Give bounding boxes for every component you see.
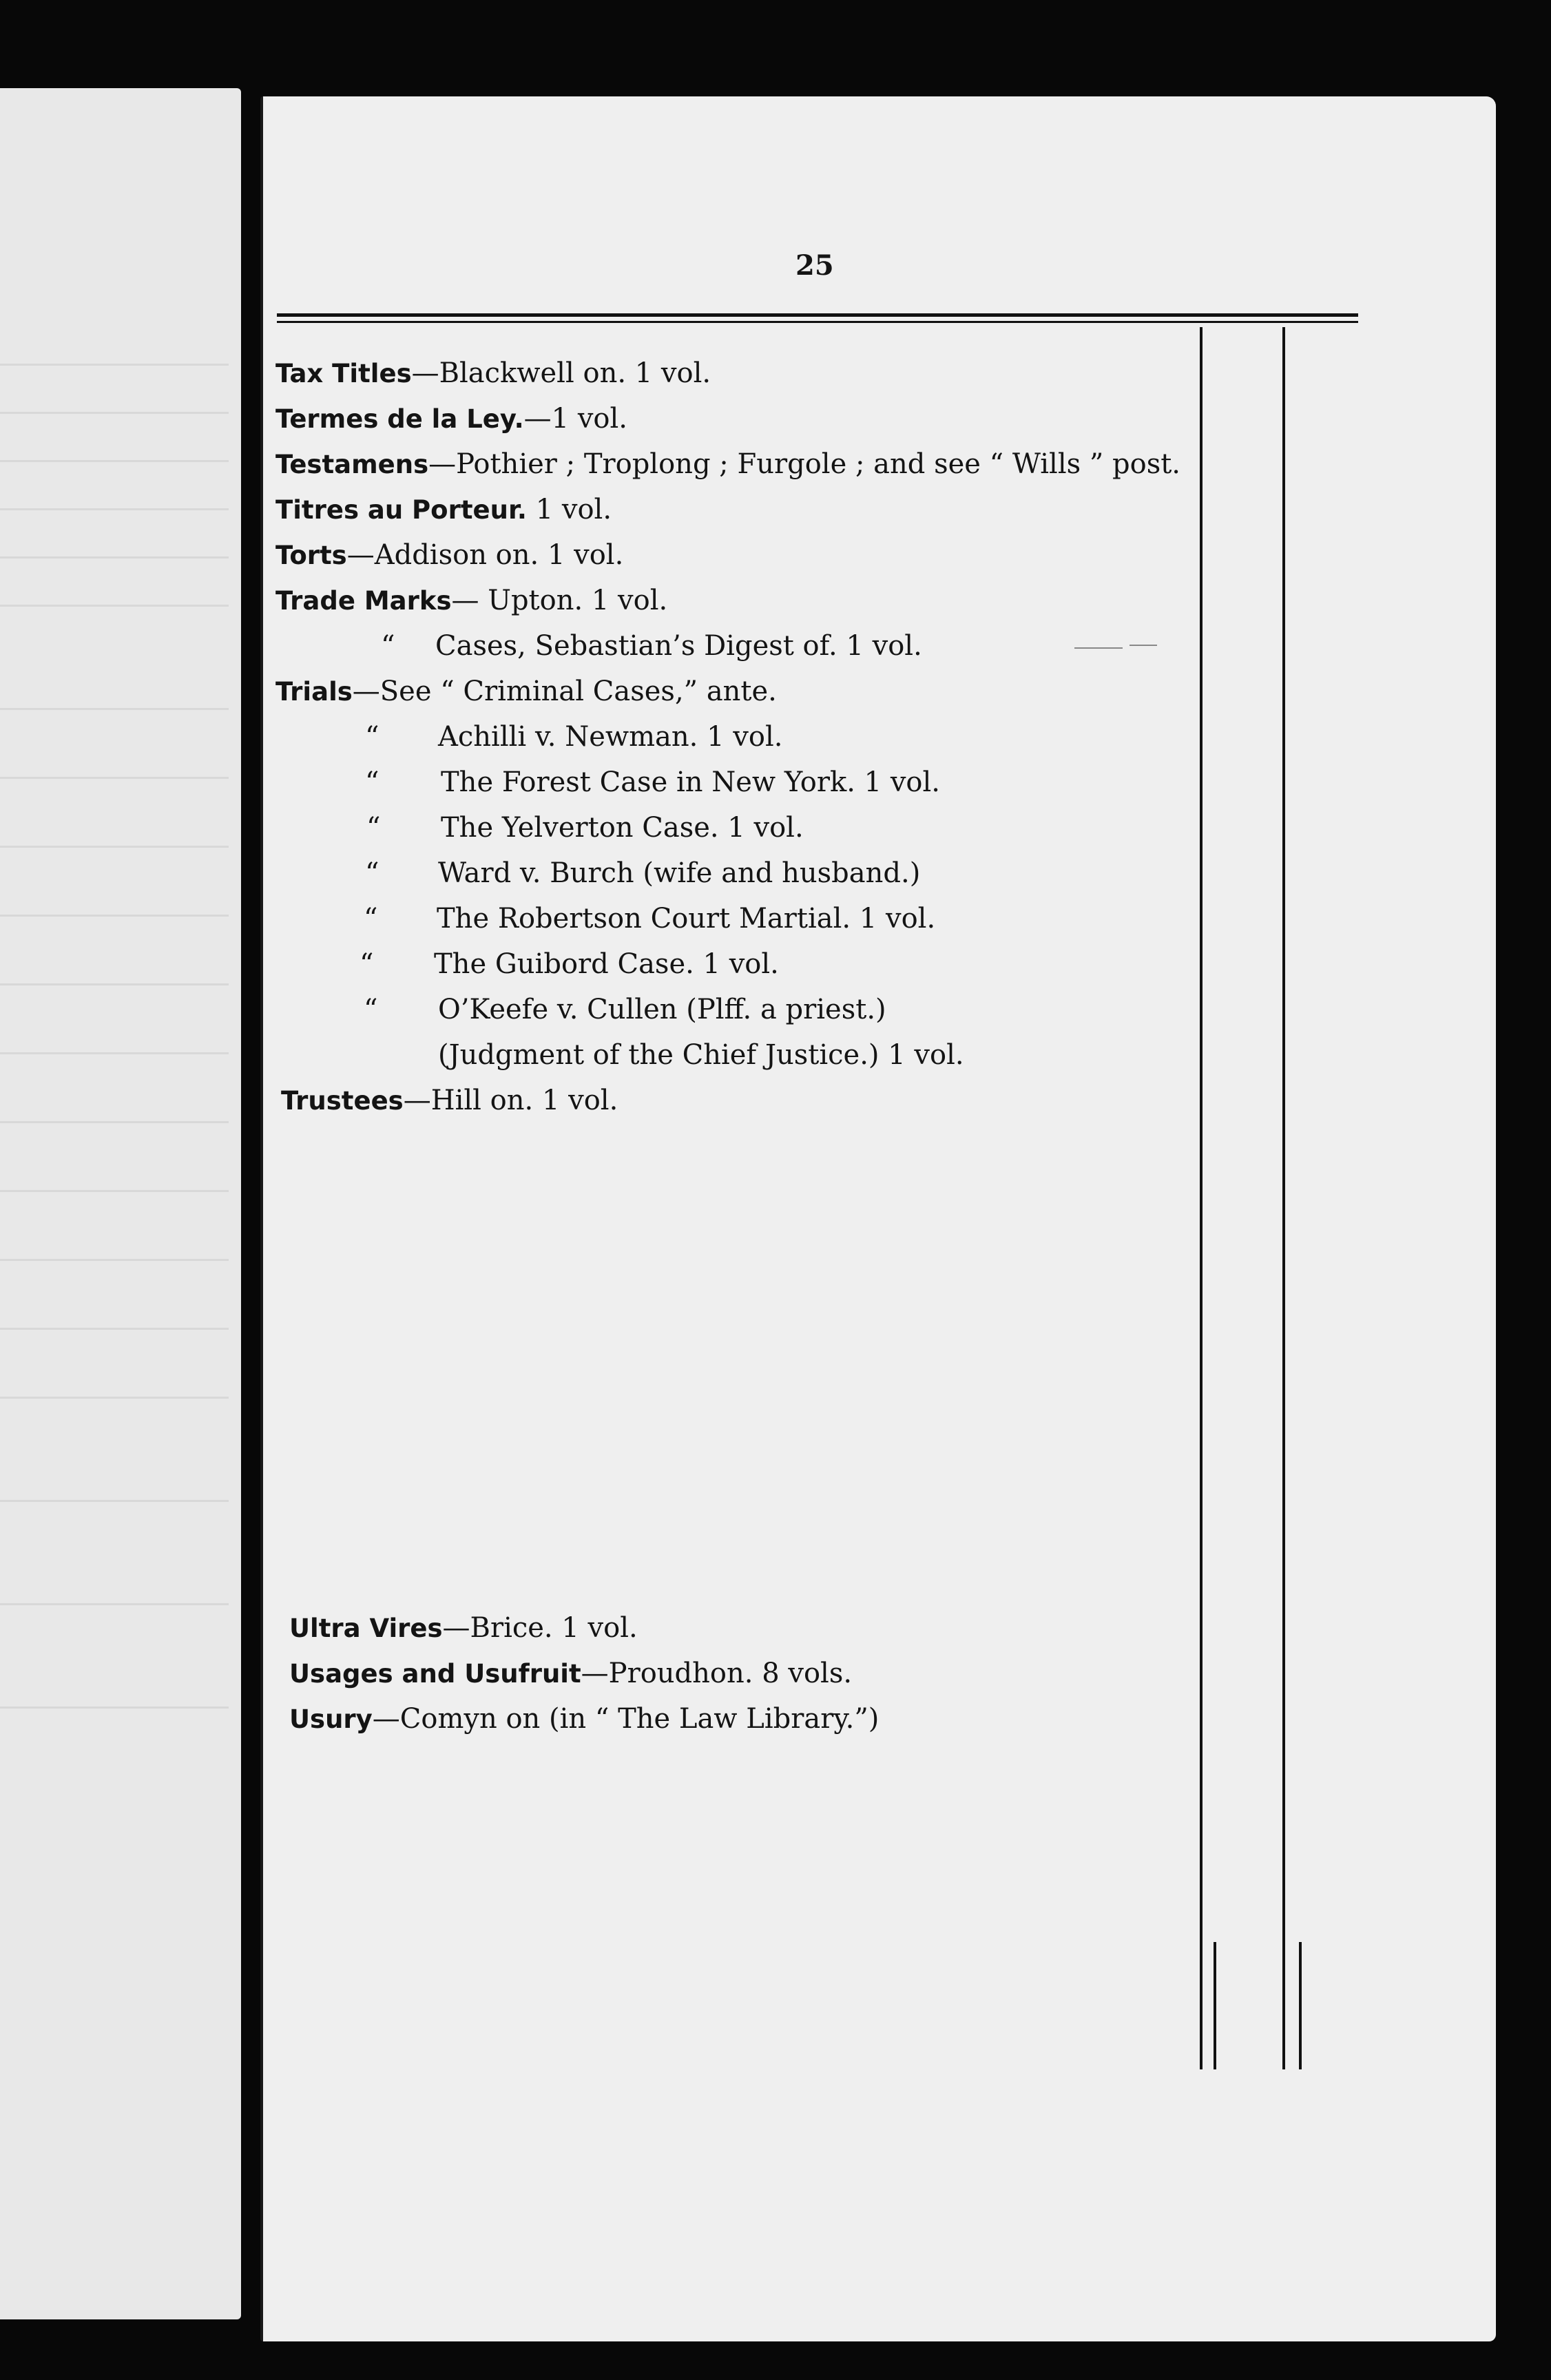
ditto-mark: “ [364,994,378,1025]
index-entry: Achilli v. Newman. 1 vol. [438,721,783,753]
ditto-mark: “ [365,857,379,889]
entry-heading: Testamens [275,450,429,479]
index-entry [281,1084,618,1118]
entry-text: —Blackwell on. 1 vol. [411,357,711,389]
index-entry: The Guibord Case. 1 vol. [434,948,779,980]
column-rule [1200,327,1203,2069]
column-rule [1282,327,1285,2069]
index-entry [275,493,612,527]
entry-heading: Tax Titles [275,359,412,388]
index-entry [275,584,667,618]
index-entry: The Yelverton Case. 1 vol. [441,812,804,844]
index-entry [275,539,623,572]
index-entry: Ward v. Burch (wife and husband.) [438,857,921,889]
entry-text: —Proudhon. 8 vols. [581,1658,853,1689]
entry-text: —See “ Criminal Cases,” ante. [352,676,777,707]
index-entry: O’Keefe v. Cullen (Plff. a priest.) [438,994,886,1025]
entry-heading: Usages and Usufruit [289,1659,581,1689]
header-rule-thin [277,321,1358,323]
ditto-mark: “ [381,630,395,662]
column-rule [1299,1942,1302,2069]
ditto-mark: “ [366,812,381,844]
entry-heading: Titres au Porteur. [275,495,527,525]
index-entry [275,448,1180,481]
entry-heading: Torts [275,541,347,570]
index-entry [275,402,627,436]
ditto-mark: “ [364,903,378,935]
entry-heading: Trustees [281,1086,404,1116]
entry-text: —Pothier ; Troplong ; Furgole ; and see “ Wills ” post. [428,448,1181,480]
entry-text: —Comyn on (in “ The Law Library.”) [372,1703,879,1735]
index-entry: The Forest Case in New York. 1 vol. [441,766,940,798]
entry-text: 1 vol. [526,494,612,525]
ditto-mark: “ [365,766,379,798]
entry-text: —Hill on. 1 vol. [403,1085,618,1116]
entry-heading: Trade Marks [275,586,452,616]
page-number: 25 [795,249,834,282]
entry-heading: Trials [275,677,353,707]
column-rule [1214,1942,1216,2069]
entry-text: — Upton. 1 vol. [451,585,668,616]
entry-text: —1 vol. [523,403,628,435]
paper-mark [1074,647,1123,649]
ditto-mark: “ [360,948,374,980]
entry-text: —Brice. 1 vol. [442,1612,638,1644]
index-entry [289,1611,638,1645]
index-entry [289,1657,852,1691]
index-entry [275,675,777,709]
index-entry: The Robertson Court Martial. 1 vol. [437,903,936,935]
index-entry [275,357,711,390]
entry-heading: Usury [289,1704,373,1734]
paper-mark [1130,645,1157,646]
facing-page [0,88,241,2319]
header-rule [277,313,1358,317]
entry-heading: Ultra Vires [289,1614,443,1643]
index-entry: (Judgment of the Chief Justice.) 1 vol. [438,1039,964,1071]
entry-text: —Addison on. 1 vol. [346,539,624,571]
index-entry: Cases, Sebastian’s Digest of. 1 vol. [435,630,922,662]
index-entry [289,1702,879,1736]
ditto-mark: “ [365,721,379,753]
entry-heading: Termes de la Ley. [275,404,524,434]
